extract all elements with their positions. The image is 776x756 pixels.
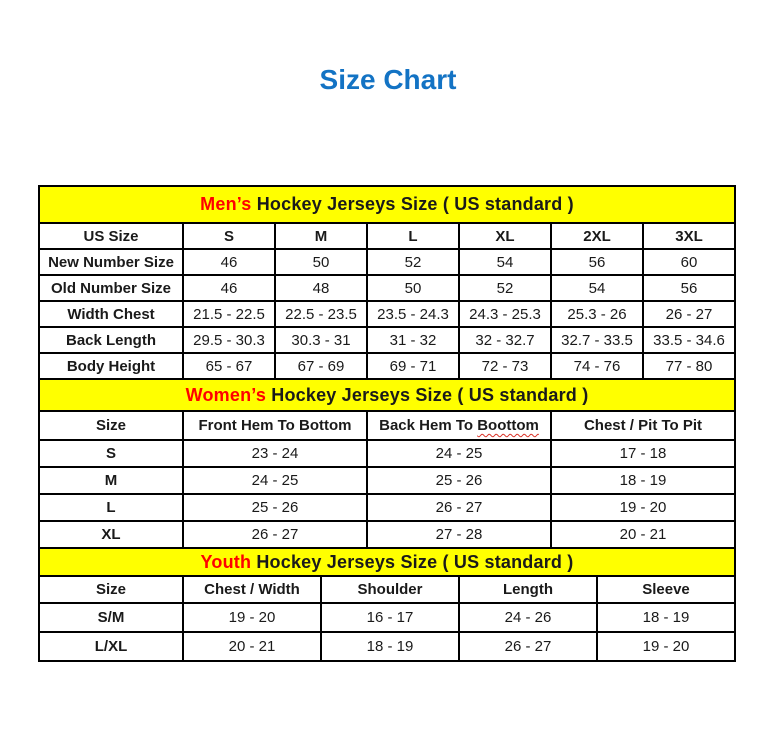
mens-value-cell: 65 - 67 — [183, 353, 275, 379]
youth-band-row — [39, 548, 735, 576]
mens-value-cell: 24.3 - 25.3 — [459, 301, 551, 327]
womens-col-header — [367, 411, 551, 440]
mens-value-cell: 33.5 - 34.6 — [643, 327, 735, 353]
youth-value-cell: 20 - 21 — [183, 632, 321, 661]
mens-value-cell: 67 - 69 — [275, 353, 367, 379]
youth-col-header: Length — [459, 576, 597, 603]
page-title: Size Chart — [319, 64, 457, 95]
youth-band-highlight: Youth — [200, 551, 252, 572]
mens-header-row — [39, 223, 735, 249]
womens-col-header: Front Hem To Bottom — [183, 411, 367, 440]
mens-value-cell: 26 - 27 — [643, 301, 735, 327]
mens-table-row — [39, 249, 735, 275]
mens-band-row — [39, 186, 735, 223]
mens-value-cell: 56 — [551, 249, 643, 275]
mens-value-cell: 31 - 32 — [367, 327, 459, 353]
mens-band-text: Hockey Jerseys Size ( US standard ) — [251, 194, 574, 214]
youth-table-row — [39, 632, 735, 661]
womens-value-cell: 25 - 26 — [183, 494, 367, 521]
mens-value-cell: 32 - 32.7 — [459, 327, 551, 353]
mens-value-cell: 50 — [275, 249, 367, 275]
womens-value-cell: 26 - 27 — [367, 494, 551, 521]
youth-value-cell: 18 - 19 — [321, 632, 459, 661]
youth-table-row — [39, 603, 735, 632]
mens-col-header: XL — [459, 223, 551, 249]
mens-col-header: 2XL — [551, 223, 643, 249]
mens-value-cell: 25.3 - 26 — [551, 301, 643, 327]
youth-header-row — [39, 576, 735, 603]
mens-col-header: L — [367, 223, 459, 249]
mens-value-cell: 52 — [367, 249, 459, 275]
mens-col-header: 3XL — [643, 223, 735, 249]
mens-row-label: Width Chest — [39, 301, 183, 327]
mens-value-cell: 54 — [551, 275, 643, 301]
mens-row-label: Body Height — [39, 353, 183, 379]
womens-value-cell: 18 - 19 — [551, 467, 735, 494]
womens-value-cell: 23 - 24 — [183, 440, 367, 467]
mens-table-row — [39, 353, 735, 379]
youth-value-cell: 19 - 20 — [183, 603, 321, 632]
mens-value-cell: 52 — [459, 275, 551, 301]
mens-value-cell: 46 — [183, 249, 275, 275]
womens-value-cell: 24 - 25 — [183, 467, 367, 494]
mens-value-cell: 77 - 80 — [643, 353, 735, 379]
youth-value-cell: 24 - 26 — [459, 603, 597, 632]
youth-value-cell: 19 - 20 — [597, 632, 735, 661]
womens-size-table — [38, 378, 736, 549]
mens-value-cell: 32.7 - 33.5 — [551, 327, 643, 353]
youth-col-header: Chest / Width — [183, 576, 321, 603]
mens-col-header: S — [183, 223, 275, 249]
youth-band-text: Hockey Jerseys Size ( US standard ) — [251, 551, 574, 572]
mens-value-cell: 60 — [643, 249, 735, 275]
womens-row-label: M — [39, 467, 183, 494]
mens-value-cell: 30.3 - 31 — [275, 327, 367, 353]
youth-value-cell: 18 - 19 — [597, 603, 735, 632]
mens-table-row — [39, 327, 735, 353]
mens-section-band — [39, 186, 735, 223]
womens-value-cell: 24 - 25 — [367, 440, 551, 467]
womens-value-cell: 25 - 26 — [367, 467, 551, 494]
womens-value-cell: 19 - 20 — [551, 494, 735, 521]
womens-table-row — [39, 467, 735, 494]
mens-value-cell: 69 - 71 — [367, 353, 459, 379]
womens-col-header: Chest / Pit To Pit — [551, 411, 735, 440]
womens-value-cell: 27 - 28 — [367, 521, 551, 548]
mens-value-cell: 46 — [183, 275, 275, 301]
womens-band-row — [39, 379, 735, 411]
mens-col-header: M — [275, 223, 367, 249]
mens-value-cell: 22.5 - 23.5 — [275, 301, 367, 327]
womens-col-header: Size — [39, 411, 183, 440]
womens-section-band — [39, 379, 735, 411]
youth-col-header: Sleeve — [597, 576, 735, 603]
mens-value-cell: 50 — [367, 275, 459, 301]
womens-value-cell: 17 - 18 — [551, 440, 735, 467]
mens-value-cell: 54 — [459, 249, 551, 275]
mens-col-header: US Size — [39, 223, 183, 249]
mens-row-label: Old Number Size — [39, 275, 183, 301]
womens-header-row — [39, 411, 735, 440]
youth-col-header: Shoulder — [321, 576, 459, 603]
mens-band-highlight: Men’s — [200, 194, 252, 214]
mens-value-cell: 21.5 - 22.5 — [183, 301, 275, 327]
mens-size-table — [38, 185, 736, 380]
womens-table-row — [39, 494, 735, 521]
youth-value-cell: 16 - 17 — [321, 603, 459, 632]
womens-col-header-text: Back Hem To — [379, 417, 478, 434]
youth-row-label: L/XL — [39, 632, 183, 661]
mens-row-label: Back Length — [39, 327, 183, 353]
youth-section-band — [39, 548, 735, 576]
womens-table-row — [39, 521, 735, 548]
size-tables — [38, 185, 734, 662]
mens-value-cell: 56 — [643, 275, 735, 301]
mens-table-row — [39, 275, 735, 301]
mens-row-label: New Number Size — [39, 249, 183, 275]
womens-band-text: Hockey Jerseys Size ( US standard ) — [266, 384, 589, 405]
mens-value-cell: 72 - 73 — [459, 353, 551, 379]
mens-value-cell: 48 — [275, 275, 367, 301]
youth-value-cell: 26 - 27 — [459, 632, 597, 661]
womens-row-label: L — [39, 494, 183, 521]
youth-row-label: S/M — [39, 603, 183, 632]
mens-value-cell: 23.5 - 24.3 — [367, 301, 459, 327]
womens-value-cell: 26 - 27 — [183, 521, 367, 548]
womens-misspelled-word: Boottom — [477, 417, 539, 434]
mens-value-cell: 74 - 76 — [551, 353, 643, 379]
youth-col-header: Size — [39, 576, 183, 603]
womens-row-label: XL — [39, 521, 183, 548]
womens-table-row — [39, 440, 735, 467]
womens-band-highlight: Women’s — [185, 384, 267, 405]
mens-value-cell: 29.5 - 30.3 — [183, 327, 275, 353]
youth-size-table — [38, 547, 736, 662]
womens-row-label: S — [39, 440, 183, 467]
womens-value-cell: 20 - 21 — [551, 521, 735, 548]
mens-table-row — [39, 301, 735, 327]
